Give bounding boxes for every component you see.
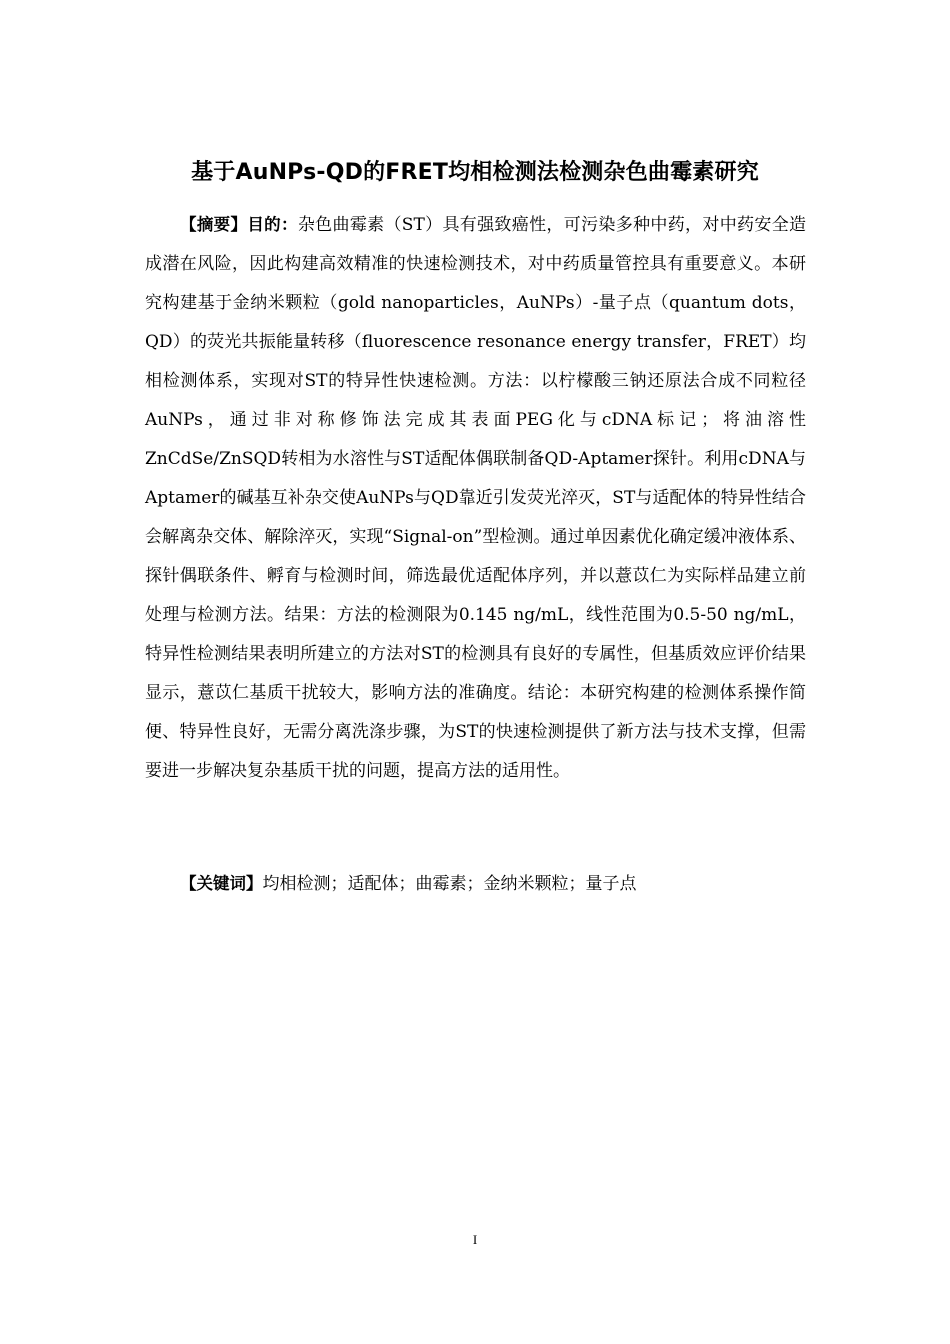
objective-label: 目的： [247, 215, 298, 234]
page-number: I [472, 1232, 478, 1247]
keywords-text: 均相检测；适配体；曲霉素；金纳米颗粒；量子点 [262, 874, 637, 894]
page-title: 基于AuNPs-QD的FRET均相检测法检测杂色曲霉素研究 [191, 159, 759, 185]
abstract-text: 杂色曲霉素（ST）具有强致癌性，可污染多种中药，对中药安全造成潜在风险，因此构建高效精准的快速检测技术，对中药质量管控具有重要意义。本研究构建基于金纳米颗粒（gold nanoparticles，AuNPs）-量子点（quantum dots，QD）的荧光共振能量转移（fluorescence resonance energy transfer，FRET）均相检测体系，实现对ST的特异性快速检测。方法：以柠檬酸三钠还原法合成不同粒径AuNPs，通过非对称修饰法完成其表面PEG化与cDNA标记；将油溶性ZnCdSe/ZnSQD转相为水溶性与ST适配体偶联制备QD-Aptamer探针。利用cDNA与Aptamer的碱基互补杂交使AuNPs与QD靠近引发荧光淬灭，ST与适配体的特异性结合会解离杂交体、解除淬灭，实现“Signal-on”型检测。通过单因素优化确定缓冲液体系、探针偶联条件、孵育与检测时间，筛选最优适配体序列，并以薏苡仁为实际样品建立前处理与检测方法。结果：方法的检测限为0.145 ng/mL，线性范围为0.5-50 ng/mL，特异性检测结果表明所建立的方法对ST的检测具有良好的专属性，但基质效应评价结果显示，薏苡仁基质干扰较大，影响方法的准确度。结论：本研究构建的检测体系操作简便、特异性良好，无需分离洗涤步骤，为ST的快速检测提供了新方法与技术支撑，但需要进一步解决复杂基质干扰的问题，提高方法的适用性。 [145, 215, 807, 781]
keywords-label: 【关键词】 [180, 874, 263, 893]
abstract-label: 【摘要】 [180, 215, 248, 234]
keywords-paragraph [145, 864, 806, 904]
abstract-paragraph [145, 205, 806, 791]
